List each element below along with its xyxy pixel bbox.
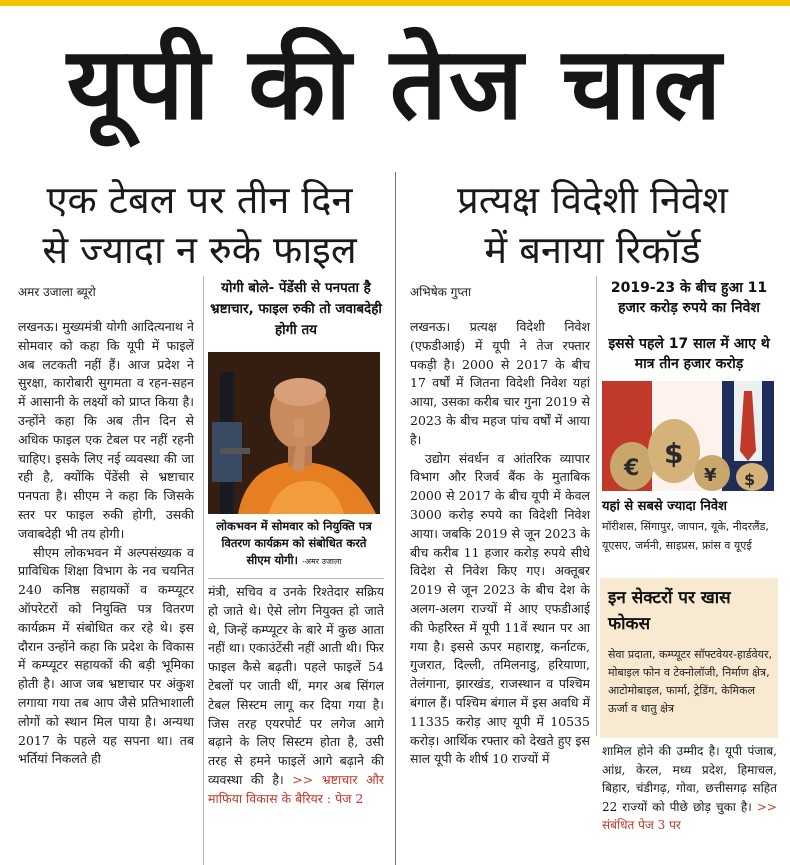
prior-investment-headline: इससे पहले 17 साल में आए थे मात्र तीन हजार करोड़ <box>608 336 770 372</box>
left-story-continued <box>208 583 384 809</box>
right-story-jump-link[interactable]: >> संबंधित पेज 3 पर <box>602 799 777 832</box>
left-story-paragraph-2: सीएम लोकभवन में अल्पसंख्यक व प्राविधिक शिक्षा विभाग के नव चयनित 240 कनिष्ठ सहायकों व कम्प्यूटर ऑपरेटरों को नियुक्ति पत्र वितरण कार्यक्रम में संबोधित कर रहे थे। इस दौरान उन्होंने कहा कि प्रदेश के विकास में कम्प्यूटर सहायकों की बड़ी भूमिका होती है। आज जब भ्रष्टाचार पर अंकुश लगाया गया तब आप जैसे प्रतिभाशाली लोगों को स्थान मिल पाया है। अन्यथा 2017 के पहले यह सपना था। तब भर्तियां निकलते ही <box>18 544 194 767</box>
cm-yogi-photo <box>208 352 380 514</box>
investment-sources-title: यहां से सबसे ज्यादा निवेश <box>602 499 727 514</box>
investment-sources-list: मॉरीशस, सिंगापुर, जापान, यूके, नीदरलैंड, यूएसए, जर्मनी, साइप्रस, फ्रांस व यूएई <box>602 520 769 552</box>
right-story-tail-text: शामिल होने की उम्मीद है। यूपी पंजाब, आंध्र, केरल, मध्य प्रदेश, हिमाचल, बिहार, चंडीगढ़, गोवा, छत्तीसगढ़ सहित 22 राज्यों को पीछे छोड़ चुका है। <box>602 744 777 814</box>
left-story-continued-text: मंत्री, सचिव व उनके रिश्तेदार सक्रिय हो जाते थे। ऐसे लोग नियुक्त हो जाते थे, जिन्हें कम्प्यूटर के बारे में कुछ आता नहीं था। एकाउंटेंसी नहीं आती थी। फिर फाइल कैसे बढ़ती। पहले फाइलें 54 टेबलों पर जाती थीं, मगर अब सिंगल टेबल सिस्टम लागू कर दिया गया है। जिस तरह एयरपोर्ट पर लगेज आगे बढ़ाने के लिए सिस्टम होता है, उसी तरह से हमने फाइलें आगे बढ़ाने की व्यवस्था की है। <box>208 584 384 787</box>
right-story-paragraph-1: लखनऊ। प्रत्यक्ष विदेशी निवेश (एफडीआई) में यूपी ने तेज रफ्तार पकड़ी है। 2000 से 2017 के बीच 17 वर्षों में जितना विदेशी निवेश यहां आया, उसका करीब चार गुना 2019 से 2023 के बीच महज पांच वर्षों में आया है। <box>410 319 590 447</box>
masthead-bar <box>0 0 790 6</box>
svg-text:$: $ <box>664 437 684 470</box>
yogi-quote-headline: योगी बोले- पेंडेंसी से पनपता है भ्रष्टाचार, फाइल रुकी तो जवाबदेही होगी तय <box>210 280 382 338</box>
money-bags-illustration <box>602 381 774 491</box>
right-inner-rule <box>596 276 597 736</box>
right-story-paragraph-2: उद्योग संवर्धन व आंतरिक व्यापार विभाग और रिजर्व बैंक के मुताबिक 2000 से 2017 के बीच यूपी में केवल 3000 करोड़ रुपये का विदेशी निवेश आया। जबकि 2019 से जून 2023 के बीच करीब 11 हजार करोड़ रुपये सीधे विदेश से निवेश किए गए। अक्तूबर 2019 से जून 2023 के बीच देश के अलग-अलग राज्यों में आए एफडीआई की फेहरिस्त में यूपी 11वें स्थान पर आ गया है। इससे ऊपर महाराष्ट्र, कर्नाटक, गुजरात, दिल्ली, तमिलनाडु, हरियाणा, तेलंगाना, झारखंड, राजस्थान व पश्चिम बंगाल हैं। पश्चिम बंगाल में इस अवधि में 11335 करोड़ आए यूपी में 10535 करोड़। आर्थिक रफ्तार को देखते हुए इस साल यूपी के शीर्ष 10 राज्यों में <box>410 450 590 767</box>
left-story-column-2 <box>208 583 384 863</box>
svg-text:€: € <box>624 456 640 481</box>
right-byline: अभिषेक गुप्ता <box>410 285 472 299</box>
investment-headline: 2019-23 के बीच हुआ 11 हजार करोड़ रुपये का निवेश <box>610 280 768 316</box>
right-story-tail <box>602 742 777 863</box>
left-inner-rule <box>203 276 204 865</box>
right-story-title-line2: में बनाया रिकॉर्ड <box>484 228 701 272</box>
left-story-title-line1: एक टेबल पर तीन दिन <box>46 178 353 222</box>
svg-text:$: $ <box>744 470 756 489</box>
right-story-tail-paragraph <box>602 742 777 835</box>
svg-text:¥: ¥ <box>704 465 717 486</box>
left-story-paragraph-1: लखनऊ। मुख्यमंत्री योगी आदित्यनाथ ने सोमवार को कहा कि यूपी में फाइलें अब लटकती नहीं हैं। आज प्रदेश ने सुरक्षा, कारोबारी सुगमता व रहन-सहन में आसानी के लक्ष्यों को प्राप्त किया है। उन्होंने कहा कि अब तीन दिन से अधिक फाइल एक टेबल पर नहीं रहनी चाहिए। इसके लिए नई व्यवस्था की जा रही है, क्योंकि पेंडेंसी से भ्रष्टाचार पनपता है। सीएम ने कहा कि जिसके स्तर पर फाइल रुकी होगी, उसकी जवाबदेही भी तय होगी। <box>18 319 194 541</box>
photo-credit: -अमर उजाला <box>301 557 342 566</box>
sector-focus-list: सेवा प्रदाता, कम्प्यूटर सॉफ्टवेयर-हार्डवेयर, मोबाइल फोन व टेक्नोलॉजी, निर्माण क्षेत्र, आटोमोबाइल, फार्मा, ट्रेडिंग, केमिकल ऊर्जा व धातु क्षेत्र <box>608 648 773 715</box>
page-headline: यूपी की तेज चाल <box>66 25 724 142</box>
left-byline: अमर उजाला ब्यूरो <box>18 285 96 299</box>
photo-caption-text: लोकभवन में सोमवार को नियुक्ति पत्र वितरण कार्यक्रम को संबोधित करते सीएम योगी। <box>216 519 372 567</box>
caption-rule <box>208 578 384 579</box>
left-story-jump-link[interactable]: >> भ्रष्टाचार और माफिया विकास के बैरियर : पेज 2 <box>208 771 384 806</box>
right-story-column-1 <box>410 318 590 863</box>
left-story-column-1 <box>18 318 194 863</box>
photo-caption <box>208 518 380 570</box>
right-story-title-line1: प्रत्यक्ष विदेशी निवेश <box>457 178 728 222</box>
left-story-title-line2: से ज्यादा न रुके फाइल <box>42 228 357 272</box>
sector-focus-title: इन सेक्टरों पर खास फोकस <box>608 588 731 634</box>
center-column-rule <box>395 172 396 865</box>
